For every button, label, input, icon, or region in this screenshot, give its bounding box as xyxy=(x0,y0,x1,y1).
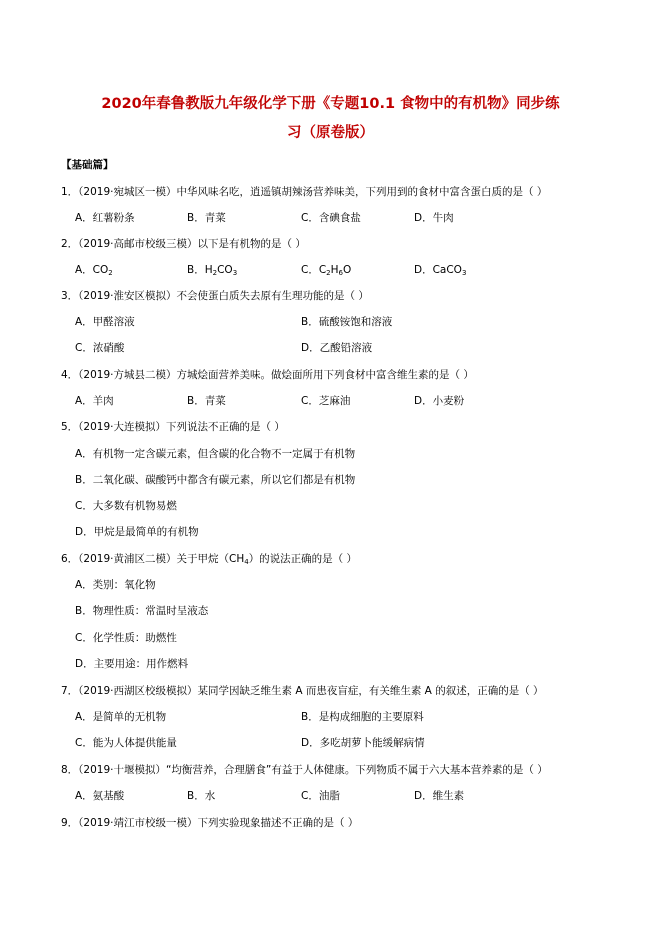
question-7-option-d: D．多吃胡萝卜能缓解病情 xyxy=(301,737,425,749)
question-2-option-d xyxy=(414,262,466,277)
question-3-option-a: A．甲醛溶液 xyxy=(75,316,135,328)
question-6-option-c: C．化学性质：助燃性 xyxy=(75,632,177,644)
stem-text: 6．（2019·黄浦区二模）关于甲烷（CH xyxy=(61,553,245,565)
question-5-option-c: C．大多数有机物易燃 xyxy=(75,500,177,512)
subscript: 4 xyxy=(244,558,249,566)
formula-text: C．C xyxy=(301,264,327,276)
document-title-line-2: 习（原卷版） xyxy=(287,125,374,141)
question-4-option-d: D．小麦粉 xyxy=(414,395,465,407)
formula-text: D．CaCO xyxy=(414,264,462,276)
question-3-option-b: B．硫酸铵饱和溶液 xyxy=(301,316,393,328)
question-2-option-c xyxy=(301,262,351,277)
formula-text: H xyxy=(330,264,339,276)
question-7-option-b: B．是构成细胞的主要原料 xyxy=(301,711,424,723)
question-3-option-d: D．乙酸铅溶液 xyxy=(301,342,373,354)
question-2-option-b xyxy=(187,262,237,277)
question-6-option-a: A．类别：氧化物 xyxy=(75,579,156,591)
question-1-option-d: D．牛肉 xyxy=(414,212,454,224)
formula-text: B．H xyxy=(187,264,213,276)
question-3-stem: 3．（2019·淮安区模拟）不会使蛋白质失去原有生理功能的是（ ） xyxy=(61,290,369,302)
question-4-option-c: C．芝麻油 xyxy=(301,395,351,407)
stem-text: ）的说法正确的是（ ） xyxy=(248,553,358,565)
subscript: 6 xyxy=(338,269,344,277)
question-9-stem: 9．（2019·靖江市校级一模）下列实验现象描述不正确的是（ ） xyxy=(61,817,359,829)
question-7-stem: 7．（2019·西湖区校级模拟）某同学因缺乏维生素 A 而患夜盲症，有关维生素 A 的叙述，正确的是（ ） xyxy=(61,685,544,697)
question-4-stem: 4．（2019·方城县二模）方城烩面营养美味。做烩面所用下列食材中富含维生素的是（ ） xyxy=(61,369,474,381)
question-8-option-c: C．油脂 xyxy=(301,790,340,802)
subscript: 3 xyxy=(232,269,238,277)
question-8-option-b: B．水 xyxy=(187,790,216,802)
question-3-option-c: C．浓硝酸 xyxy=(75,342,125,354)
subscript: 3 xyxy=(461,269,467,277)
question-6-option-b: B．物理性质：常温时呈液态 xyxy=(75,605,209,617)
subscript: 2 xyxy=(212,269,218,277)
question-1-stem: 1．（2019·宛城区一模）中华风味名吃，逍遥镇胡辣汤营养味美，下列用到的食材中富含蛋白质的是（ ） xyxy=(61,186,548,198)
question-5-option-a: A．有机物一定含碳元素，但含碳的化合物不一定属于有机物 xyxy=(75,448,356,460)
question-7-option-c: C．能为人体提供能量 xyxy=(75,737,177,749)
question-5-option-b: B．二氧化碳、碳酸钙中都含有碳元素，所以它们都是有机物 xyxy=(75,474,356,486)
question-1-option-a: A．红薯粉条 xyxy=(75,212,135,224)
question-5-stem: 5．（2019·大连模拟）下列说法不正确的是（ ） xyxy=(61,421,285,433)
question-6-option-d: D．主要用途：用作燃料 xyxy=(75,658,189,670)
question-4-option-b: B．青菜 xyxy=(187,395,226,407)
question-2-option-a xyxy=(75,262,113,277)
question-8-option-a: A．氨基酸 xyxy=(75,790,125,802)
subscript: 2 xyxy=(326,269,331,277)
section-heading: 【基础篇】 xyxy=(61,159,114,171)
question-8-stem: 8．（2019·十堰模拟）“均衡营养，合理膳食”有益于人体健康。下列物质不属于六大基本营养素的是（ ） xyxy=(61,764,548,776)
question-7-option-a: A．是简单的无机物 xyxy=(75,711,167,723)
formula-text: A．CO xyxy=(75,264,109,276)
formula-text: CO xyxy=(217,264,233,276)
question-2-stem: 2．（2019·高邮市校级三模）以下是有机物的是（ ） xyxy=(61,238,306,250)
document-title-line-1: 2020年春鲁教版九年级化学下册《专题10.1 食物中的有机物》同步练 xyxy=(101,96,560,112)
question-4-option-a: A．羊肉 xyxy=(75,395,114,407)
question-1-option-c: C．含碘食盐 xyxy=(301,212,361,224)
subscript: 2 xyxy=(108,269,113,277)
question-5-option-d: D．甲烷是最简单的有机物 xyxy=(75,526,199,538)
formula-text: O xyxy=(343,264,352,276)
question-1-option-b: B．青菜 xyxy=(187,212,226,224)
question-6-stem xyxy=(61,551,357,566)
question-8-option-d: D．维生素 xyxy=(414,790,465,802)
